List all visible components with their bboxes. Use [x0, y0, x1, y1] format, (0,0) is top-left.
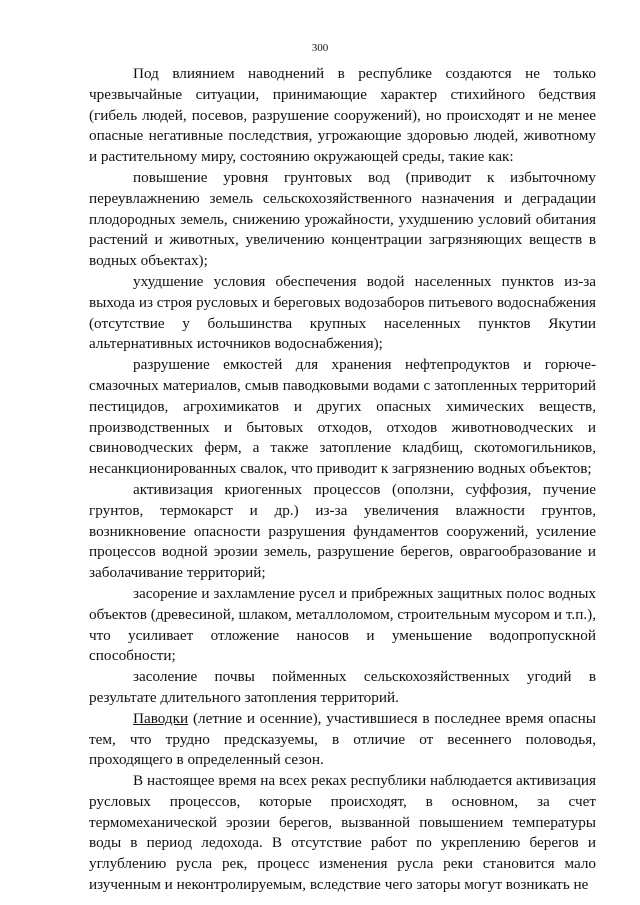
page-number: 300 — [311, 42, 329, 54]
cryogenic-processes-paragraph: активизация криогенных процессов (оползни, суффозия, пучение грунтов, термокарст и др.) из-за увеличения влажности грунтов, возникновение опасности разрушения фундаментов сооружений, усиление процессов водной эрозии земель, разрушение берегов, оврагообразование и заболачивание территорий; — [89, 480, 596, 582]
groundwater-rise-paragraph: повышение уровня грунтовых вод (приводит к избыточному переувлажнению земель сельскохозяйственного назначения и деградации плодородных земель, снижению урожайности, ухудшению условий обитания растений и животных, увеличению концентрации загрязняющих веществ в водных объектах); — [89, 168, 596, 270]
floods-term: Паводки — [133, 709, 189, 727]
water-supply-paragraph: ухудшение условия обеспечения водой населенных пунктов из-за выхода из строя русловых и береговых водозаборов питьевого водоснабжения (отсутствие у большинства крупных населенных пунктов Якутии альтернативных источников водоснабжения); — [89, 272, 596, 353]
channel-littering-paragraph: засорение и захламление русел и прибрежных защитных полос водных объектов (древесиной, шлаком, металлоломом, строительным мусором и т.п.), что усиливает отложение наносов и уменьшение водопропускной способности; — [89, 584, 596, 665]
floods-paragraph — [89, 709, 596, 771]
document-body — [89, 64, 596, 896]
soil-salinization-paragraph: засоление почвы пойменных сельскохозяйственных угодий в результате длительного затопления территорий. — [89, 668, 596, 706]
intro-paragraph: Под влиянием наводнений в республике создаются не только чрезвычайные ситуации, принимающие характер стихийного бедствия (гибель людей, посевов, разрушение сооружений), но происходят и не менее опасные негативные последствия, угрожающие здоровью людей, животному и растительному миру, состоянию окружающей среды, такие как: — [89, 65, 596, 166]
tank-destruction-paragraph: разрушение емкостей для хранения нефтепродуктов и горюче-смазочных материалов, смыв паводковыми водами с затопленных территорий пестицидов, агрохимикатов и других опасных химических веществ, производственных и бытовых отходов, отходов животноводческих и свиноводческих ферм, а также затопление кладбищ, скотомогильников, несанкционированных свалок, что приводит к загрязнению водных объектов; — [89, 356, 596, 478]
channel-processes-paragraph: В настоящее время на всех реках республики наблюдается активизация русловых процессов, которые происходят, в основном, за счет термомеханической эрозии берегов, вызванной повышением температуры воды в период ледохода. В отсутствие работ по укреплению берегов и углублению русла рек, процесс изменения русла реки становится мало изученным и неконтролируемым, вследствие чего заторы могут возникать не — [89, 772, 596, 894]
floods-text: (летние и осенние), участившиеся в последнее время опасны тем, что трудно предсказуемы, в отличие от весеннего половодья, проходящего в определенный сезон. — [89, 709, 596, 769]
